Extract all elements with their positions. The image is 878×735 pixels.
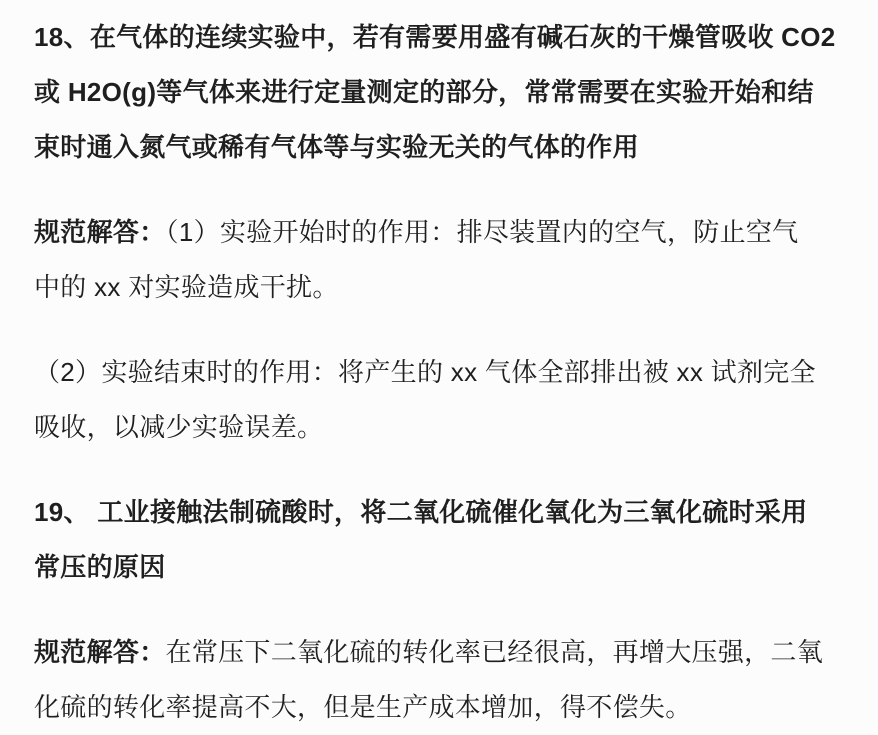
answer-label: 规范解答：: [34, 217, 166, 247]
answer-18-part-1: [34, 205, 858, 315]
text-line: 吸收，以减少实验误差。: [34, 412, 324, 442]
text-line: 19、 工业接触法制硫酸时，将二氧化硫催化氧化为三氧化硫时采用: [34, 497, 808, 527]
answer-19: [34, 625, 858, 735]
text-line: 常压的原因: [34, 552, 166, 582]
text-line: 化硫的转化率提高不大，但是生产成本增加，得不偿失。: [34, 692, 692, 722]
answer-label: 规范解答：: [34, 637, 166, 667]
text-line: （2）实验结束时的作用：将产生的 xx 气体全部排出被 xx 试剂完全: [34, 357, 816, 387]
text-run: 在常压下二氧化硫的转化率已经很高，再增大压强，二氧: [165, 637, 824, 667]
text-line: [34, 625, 858, 680]
question-19: [34, 485, 858, 595]
question-18: [34, 10, 858, 175]
text-line: 中的 xx 对实验造成干扰。: [34, 272, 339, 302]
answer-18-part-2: [34, 345, 858, 455]
text-line: 束时通入氮气或稀有气体等与实验无关的气体的作用: [34, 132, 639, 162]
text-line: 或 H2O(g)等气体来进行定量测定的部分，常常需要在实验开始和结: [34, 77, 814, 107]
text-line: 18、在气体的连续实验中，若有需要用盛有碱石灰的干燥管吸收 CO2: [34, 22, 836, 52]
text-run: （1）实验开始时的作用：排尽装置内的空气，防止空气: [165, 217, 799, 247]
text-line: [34, 205, 858, 260]
